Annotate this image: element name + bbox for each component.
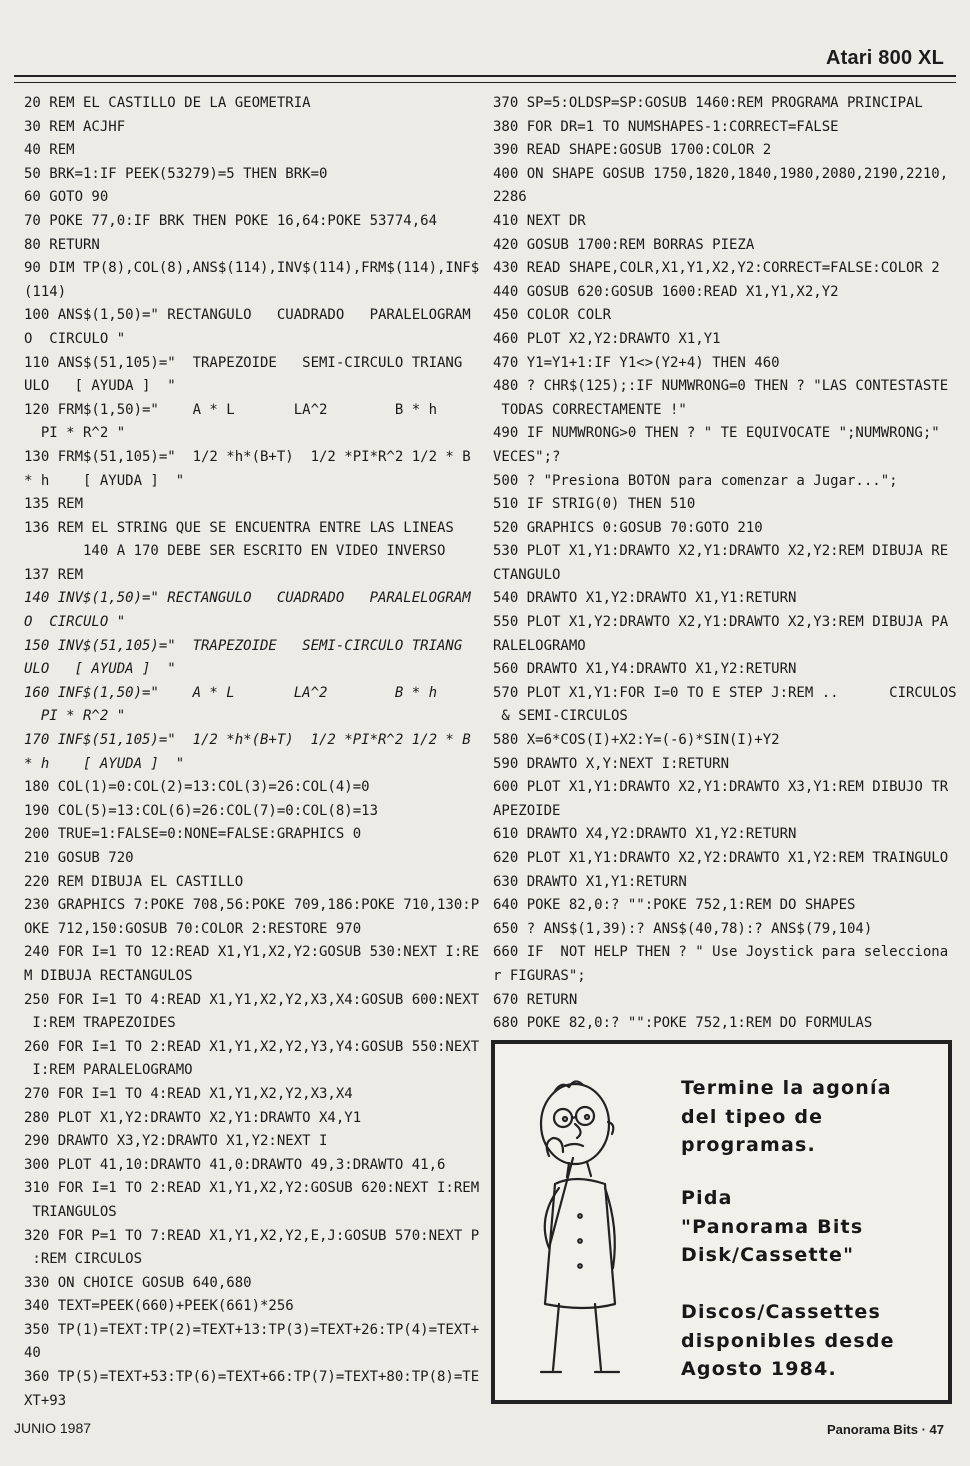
code-line: 400 ON SHAPE GOSUB 1750,1820,1840,1980,2080,2190,2210, xyxy=(493,165,949,182)
code-line: 570 PLOT X1,Y1:FOR I=0 TO E STEP J:REM .. CIRCULOS xyxy=(493,684,957,701)
code-line: 440 GOSUB 620:GOSUB 1600:READ X1,Y1,X2,Y2 xyxy=(493,283,839,300)
code-line: 330 ON CHOICE GOSUB 640,680 xyxy=(24,1274,252,1291)
code-line: 290 DRAWTO X3,Y2:DRAWTO X1,Y2:NEXT I xyxy=(24,1133,328,1150)
code-line: 520 GRAPHICS 0:GOSUB 70:GOTO 210 xyxy=(493,519,763,536)
code-line: 80 RETURN xyxy=(24,236,100,253)
code-line: 40 xyxy=(24,1345,41,1362)
code-line: * h [ AYUDA ] " xyxy=(24,472,185,489)
code-line: 180 COL(1)=0:COL(2)=13:COL(3)=26:COL(4)=0 xyxy=(24,779,370,796)
code-line: 210 GOSUB 720 xyxy=(24,850,134,866)
code-line: 510 IF STRIG(0) THEN 510 xyxy=(493,496,696,513)
code-line: 500 ? "Presiona BOTON para comenzar a Jugar..."; xyxy=(493,472,898,489)
basic-listing-left-column xyxy=(24,92,480,1413)
code-line: PI * R^2 " xyxy=(24,425,126,442)
code-line: 480 ? CHR$(125);:IF NUMWRONG=0 THEN ? "LAS CONTESTASTE xyxy=(493,378,949,395)
code-line: 450 COLOR COLR xyxy=(493,307,612,324)
code-line: 280 PLOT X1,Y2:DRAWTO X2,Y1:DRAWTO X4,Y1 xyxy=(24,1109,362,1126)
code-line: 640 POKE 82,0:? "":POKE 752,1:REM DO SHAPES xyxy=(493,897,856,914)
code-line: 380 FOR DR=1 TO NUMSHAPES-1:CORRECT=FALSE xyxy=(493,118,839,135)
code-line: :REM CIRCULOS xyxy=(24,1251,143,1268)
code-line: 240 FOR I=1 TO 12:READ X1,Y1,X2,Y2:GOSUB 530:NEXT I:RE xyxy=(24,944,480,961)
code-line: 370 SP=5:OLDSP=SP:GOSUB 1460:REM PROGRAMA PRINCIPAL xyxy=(493,95,923,111)
code-line: 530 PLOT X1,Y1:DRAWTO X2,Y1:DRAWTO X2,Y2:REM DIBUJA RE xyxy=(493,543,949,560)
code-line: 300 PLOT 41,10:DRAWTO 41,0:DRAWTO 49,3:DRAWTO 41,6 xyxy=(24,1156,446,1173)
code-line: 670 RETURN xyxy=(493,991,578,1008)
code-line: 70 POKE 77,0:IF BRK THEN POKE 16,64:POKE 53774,64 xyxy=(24,212,438,229)
code-line: r FIGURAS"; xyxy=(493,967,586,984)
code-line: 590 DRAWTO X,Y:NEXT I:RETURN xyxy=(493,755,730,772)
ad-offer: Pida "Panorama Bits Disk/Cassette" xyxy=(681,1187,864,1266)
code-line: 660 IF NOT HELP THEN ? " Use Joystick para selecciona xyxy=(493,944,949,961)
ad-availability: Discos/Cassettes disponibles desde Agosto 1984. xyxy=(681,1301,895,1380)
code-line: ULO [ AYUDA ] " xyxy=(24,661,176,678)
code-line: ULO [ AYUDA ] " xyxy=(24,378,176,395)
code-line: 490 IF NUMWRONG>0 THEN ? " TE EQUIVOCATE ";NUMWRONG;" xyxy=(493,425,940,442)
code-line: 310 FOR I=1 TO 2:READ X1,Y1,X2,Y2:GOSUB 620:NEXT I:REM xyxy=(24,1180,480,1197)
code-line: 260 FOR I=1 TO 2:READ X1,Y1,X2,Y2,Y3,Y4:GOSUB 550:NEXT xyxy=(24,1038,480,1055)
code-line: 390 READ SHAPE:GOSUB 1700:COLOR 2 xyxy=(493,142,772,159)
code-line: 50 BRK=1:IF PEEK(53279)=5 THEN BRK=0 xyxy=(24,165,328,182)
code-line: 2286 xyxy=(493,189,527,206)
code-line: 420 GOSUB 1700:REM BORRAS PIEZA xyxy=(493,236,755,253)
code-line: 140 INV$(1,50)=" RECTANGULO CUADRADO PARALELOGRAM xyxy=(24,590,471,607)
code-line: 340 TEXT=PEEK(660)+PEEK(661)*256 xyxy=(24,1298,294,1315)
code-line: 250 FOR I=1 TO 4:READ X1,Y1,X2,Y2,X3,X4:GOSUB 600:NEXT xyxy=(24,991,480,1008)
code-line: 90 DIM TP(8),COL(8),ANS$(114),INV$(114),FRM$(114),INF$ xyxy=(24,260,480,277)
code-line: 580 X=6*COS(I)+X2:Y=(-6)*SIN(I)+Y2 xyxy=(493,732,780,749)
code-line: OKE 712,150:GOSUB 70:COLOR 2:RESTORE 970 xyxy=(24,920,362,937)
code-line: 600 PLOT X1,Y1:DRAWTO X2,Y1:DRAWTO X3,Y1:REM DIBUJO TR xyxy=(493,779,949,796)
code-line: 320 FOR P=1 TO 7:READ X1,Y1,X2,Y2,E,J:GOSUB 570:NEXT P xyxy=(24,1227,480,1244)
footer-date: JUNIO 1987 xyxy=(14,1420,92,1436)
advertisement-box xyxy=(491,1040,952,1404)
page-header-title: Atari 800 XL xyxy=(825,47,944,69)
code-line: 620 PLOT X1,Y1:DRAWTO X2,Y2:DRAWTO X1,Y2:REM TRAINGULO xyxy=(493,850,949,866)
code-line: 220 REM DIBUJA EL CASTILLO xyxy=(24,873,244,890)
code-line: 460 PLOT X2,Y2:DRAWTO X1,Y1 xyxy=(493,330,721,347)
code-line: 610 DRAWTO X4,Y2:DRAWTO X1,Y2:RETURN xyxy=(493,826,797,843)
code-line: 190 COL(5)=13:COL(6)=26:COL(7)=0:COL(8)=13 xyxy=(24,802,379,819)
code-line: & SEMI-CIRCULOS xyxy=(493,708,628,725)
code-line: VECES";? xyxy=(493,448,561,465)
code-line: PI * R^2 " xyxy=(24,708,126,725)
code-line: I:REM PARALELOGRAMO xyxy=(24,1062,193,1079)
code-line: 230 GRAPHICS 7:POKE 708,56:POKE 709,186:POKE 710,130:P xyxy=(24,897,480,914)
code-line: 680 POKE 82,0:? "":POKE 752,1:REM DO FORMULAS xyxy=(493,1015,873,1032)
code-line: 30 REM ACJHF xyxy=(24,118,126,135)
code-line: 120 FRM$(1,50)=" A * L LA^2 B * h xyxy=(24,401,438,418)
code-line: 100 ANS$(1,50)=" RECTANGULO CUADRADO PARALELOGRAM xyxy=(24,307,471,324)
code-line: 20 REM EL CASTILLO DE LA GEOMETRIA xyxy=(24,95,311,111)
code-line: 170 INF$(51,105)=" 1/2 *h*(B+T) 1/2 *PI*R^2 1/2 * B xyxy=(24,732,471,749)
code-line: 650 ? ANS$(1,39):? ANS$(40,78):? ANS$(79,104) xyxy=(493,920,873,937)
basic-listing-right-column xyxy=(493,92,957,1036)
code-line: O CIRCULO " xyxy=(24,330,126,347)
code-line: I:REM TRAPEZOIDES xyxy=(24,1015,176,1032)
code-line: 200 TRUE=1:FALSE=0:NONE=FALSE:GRAPHICS 0 xyxy=(24,826,362,843)
code-line: 130 FRM$(51,105)=" 1/2 *h*(B+T) 1/2 *PI*R^2 1/2 * B xyxy=(24,448,471,465)
code-line: 40 REM xyxy=(24,142,75,159)
code-line: CTANGULO xyxy=(493,566,561,583)
code-line: 630 DRAWTO X1,Y1:RETURN xyxy=(493,873,687,890)
footer-page-number: Panorama Bits · 47 xyxy=(826,1422,944,1437)
code-line: 360 TP(5)=TEXT+53:TP(6)=TEXT+66:TP(7)=TEXT+80:TP(8)=TE xyxy=(24,1369,480,1386)
code-line: 110 ANS$(51,105)=" TRAPEZOIDE SEMI-CIRCULO TRIANG xyxy=(24,354,463,371)
code-line: 135 REM xyxy=(24,496,84,513)
code-line: O CIRCULO " xyxy=(24,614,126,631)
code-line: 560 DRAWTO X1,Y4:DRAWTO X1,Y2:RETURN xyxy=(493,661,797,678)
code-line: 60 GOTO 90 xyxy=(24,189,109,206)
code-line: M DIBUJA RECTANGULOS xyxy=(24,967,193,984)
code-line: * h [ AYUDA ] " xyxy=(24,755,185,772)
code-line: APEZOIDE xyxy=(493,802,561,819)
code-line: 550 PLOT X1,Y2:DRAWTO X2,Y1:DRAWTO X2,Y3:REM DIBUJA PA xyxy=(493,614,949,631)
code-line: TODAS CORRECTAMENTE !" xyxy=(493,401,687,418)
code-line: 137 REM xyxy=(24,566,84,583)
code-line: 410 NEXT DR xyxy=(493,212,586,229)
ad-headline: Termine la agonía del tipeo de programas. xyxy=(681,1077,892,1156)
code-line: 150 INV$(51,105)=" TRAPEZOIDE SEMI-CIRCULO TRIANG xyxy=(24,637,463,654)
thinking-man-illustration-icon xyxy=(525,1066,645,1386)
code-line: RALELOGRAMO xyxy=(493,637,586,654)
header-rule-top xyxy=(14,75,956,77)
code-line: 140 A 170 DEBE SER ESCRITO EN VIDEO INVERSO xyxy=(24,543,446,560)
code-line: 430 READ SHAPE,COLR,X1,Y1,X2,Y2:CORRECT=FALSE:COLOR 2 xyxy=(493,260,940,277)
code-line: (114) xyxy=(24,283,67,300)
code-line: TRIANGULOS xyxy=(24,1203,117,1220)
code-line: 470 Y1=Y1+1:IF Y1<>(Y2+4) THEN 460 xyxy=(493,354,780,371)
code-line: 540 DRAWTO X1,Y2:DRAWTO X1,Y1:RETURN xyxy=(493,590,797,607)
code-line: 160 INF$(1,50)=" A * L LA^2 B * h xyxy=(24,684,438,701)
code-line: XT+93 xyxy=(24,1392,67,1409)
code-line: 350 TP(1)=TEXT:TP(2)=TEXT+13:TP(3)=TEXT+26:TP(4)=TEXT+ xyxy=(24,1321,480,1338)
code-line: 270 FOR I=1 TO 4:READ X1,Y1,X2,Y2,X3,X4 xyxy=(24,1085,353,1102)
code-line: 136 REM EL STRING QUE SE ENCUENTRA ENTRE LAS LINEAS xyxy=(24,519,454,536)
header-rule-bottom xyxy=(14,82,956,83)
